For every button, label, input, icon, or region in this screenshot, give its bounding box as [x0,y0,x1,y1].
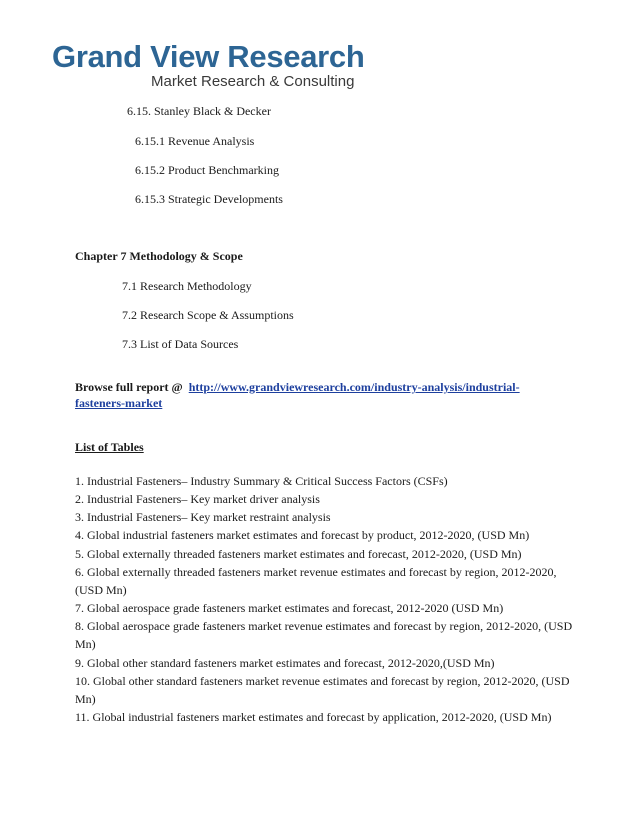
list-of-tables-heading: List of Tables [75,440,144,454]
toc-item-6-15-2: 6.15.2 Product Benchmarking [135,163,279,177]
list-item: 11. Global industrial fasteners market estimates and forecast by application, 2012-2020, (USD Mn) [75,710,552,725]
list-item: 8. Global aerospace grade fasteners market revenue estimates and forecast by region, 2012-2020, (USD Mn) [75,619,573,652]
list-item: 7. Global aerospace grade fasteners market estimates and forecast, 2012-2020 (USD Mn) [75,601,504,616]
list-item: 9. Global other standard fasteners market estimates and forecast, 2012-2020,(USD Mn) [75,655,495,670]
company-logo [52,40,365,91]
report-link-part2[interactable]: fasteners-market [75,396,163,410]
toc-item-6-15-1: 6.15.1 Revenue Analysis [135,134,255,148]
list-item: 3. Industrial Fasteners– Key market restraint analysis [75,510,331,525]
toc-item-7-1: 7.1 Research Methodology [122,279,252,293]
list-item: 1. Industrial Fasteners– Industry Summary & Critical Success Factors (CSFs) [75,474,448,488]
list-item: 4. Global industrial fasteners market estimates and forecast by product, 2012-2020, (USD Mn) [75,528,530,543]
browse-label: Browse full report @ [75,380,183,394]
logo-tagline: Market Research & Consulting [151,73,355,90]
list-item: 10. Global other standard fasteners market revenue estimates and forecast by region, 2012-2020, (USD Mn) [75,673,570,706]
browse-link-line2 [75,395,162,411]
list-item: 5. Global externally threaded fasteners market estimates and forecast, 2012-2020, (USD Mn) [75,546,522,561]
tables-list [75,472,575,726]
list-item: 6. Global externally threaded fasteners market revenue estimates and forecast by region, 2012-2020, (USD Mn) [75,564,557,597]
toc-item-6-15: 6.15. Stanley Black & Decker [127,104,271,118]
logo-title: Grand View Research [52,39,365,74]
browse-full-report [75,379,520,395]
toc-item-6-15-3: 6.15.3 Strategic Developments [135,192,283,206]
chapter-7-heading: Chapter 7 Methodology & Scope [75,249,243,263]
toc-item-7-3: 7.3 List of Data Sources [122,337,239,351]
report-link-part1[interactable]: http://www.grandviewresearch.com/industry-analysis/industrial- [188,380,520,394]
toc-item-7-2: 7.2 Research Scope & Assumptions [122,308,294,322]
list-item: 2. Industrial Fasteners– Key market driver analysis [75,492,320,507]
